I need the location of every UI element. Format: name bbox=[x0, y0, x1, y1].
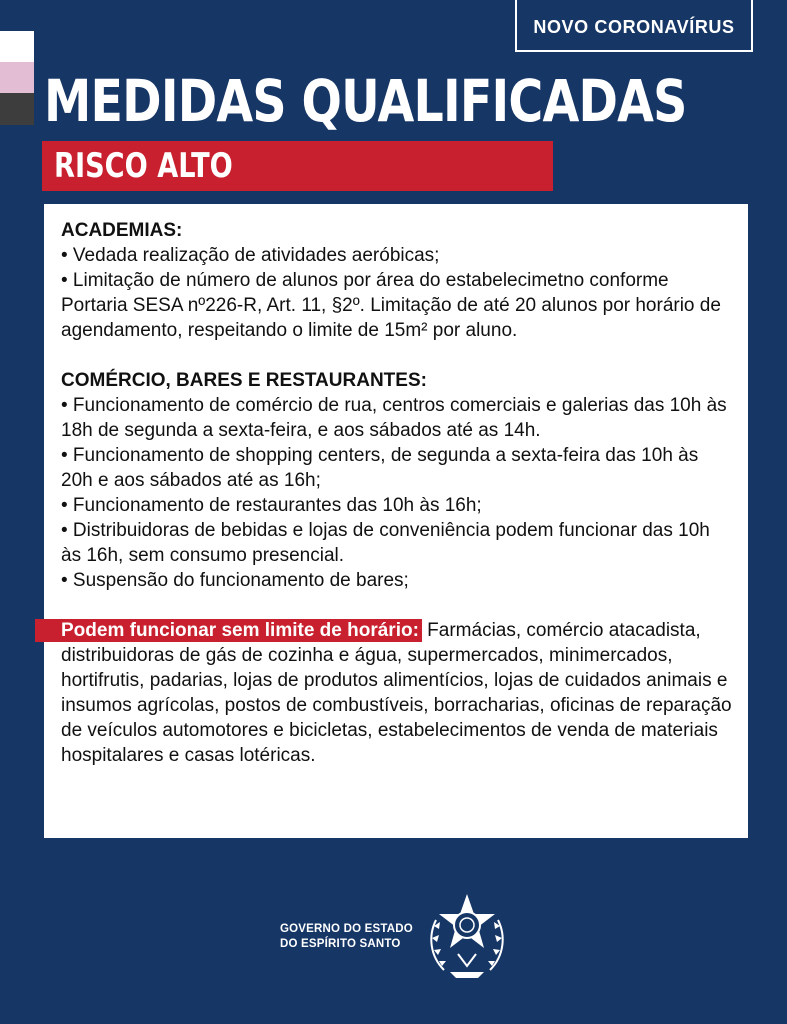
section-title-academias: ACADEMIAS: bbox=[61, 220, 183, 241]
section-title-comercio: COMÉRCIO, BARES E RESTAURANTES: bbox=[61, 370, 427, 391]
coronavirus-badge bbox=[515, 0, 753, 52]
list-item: • Suspensão do funcionamento de bares; bbox=[61, 570, 409, 591]
color-stripe-pink bbox=[0, 62, 34, 93]
list-item: • Funcionamento de shopping centers, de segunda a sexta-feira das 10h às 20h e aos sábados até as 16h; bbox=[61, 445, 699, 491]
government-signature bbox=[280, 922, 413, 952]
badge-label: NOVO CORONAVÍRUS bbox=[533, 16, 735, 37]
unrestricted-hours-label: Podem funcionar sem limite de horário: bbox=[35, 619, 422, 642]
list-item: • Funcionamento de restaurantes das 10h às 16h; bbox=[61, 495, 482, 516]
measures-card bbox=[44, 204, 748, 838]
page-title: MEDIDAS QUALIFICADAS bbox=[44, 67, 687, 135]
footer-line-1: GOVERNO DO ESTADO bbox=[280, 923, 413, 935]
list-item: • Limitação de número de alunos por área do estabelecimetno conforme Portaria SESA nº226-R, Art. 11, §2º. Limitação de até 20 alunos por horário de agendamento, respeitando o limite de 15m² por aluno. bbox=[61, 270, 721, 341]
footer-line-2: DO ESPÍRITO SANTO bbox=[280, 938, 401, 950]
color-stripe-white bbox=[0, 31, 34, 62]
list-item: • Vedada realização de atividades aeróbicas; bbox=[61, 245, 440, 266]
color-stripe-dark bbox=[0, 93, 34, 125]
risk-level-label: RISCO ALTO bbox=[54, 146, 233, 186]
unrestricted-hours-paragraph bbox=[61, 618, 734, 768]
unrestricted-hours-text: Farmácias, comércio atacadista, distribuidoras de gás de cozinha e água, supermercados, minimercados, hortifrutis, padarias, lojas de produtos alimentícios, lojas de cuidados animais e insumos agrícolas, postos de combustíveis, borracharias, oficinas de reparação de veículos automotores e bicicletas, estabelecimentos de venda de materiais hospitalares e casas lotéricas. bbox=[61, 620, 732, 766]
risk-level-banner bbox=[42, 141, 553, 191]
color-stripe-navy bbox=[0, 0, 34, 31]
state-coat-of-arms-icon bbox=[422, 892, 512, 982]
list-item: • Funcionamento de comércio de rua, centros comerciais e galerias das 10h às 18h de segunda a sexta-feira, e aos sábados até as 14h. bbox=[61, 395, 727, 441]
list-item: • Distribuidoras de bebidas e lojas de conveniência podem funcionar das 10h às 16h, sem consumo presencial. bbox=[61, 520, 710, 566]
